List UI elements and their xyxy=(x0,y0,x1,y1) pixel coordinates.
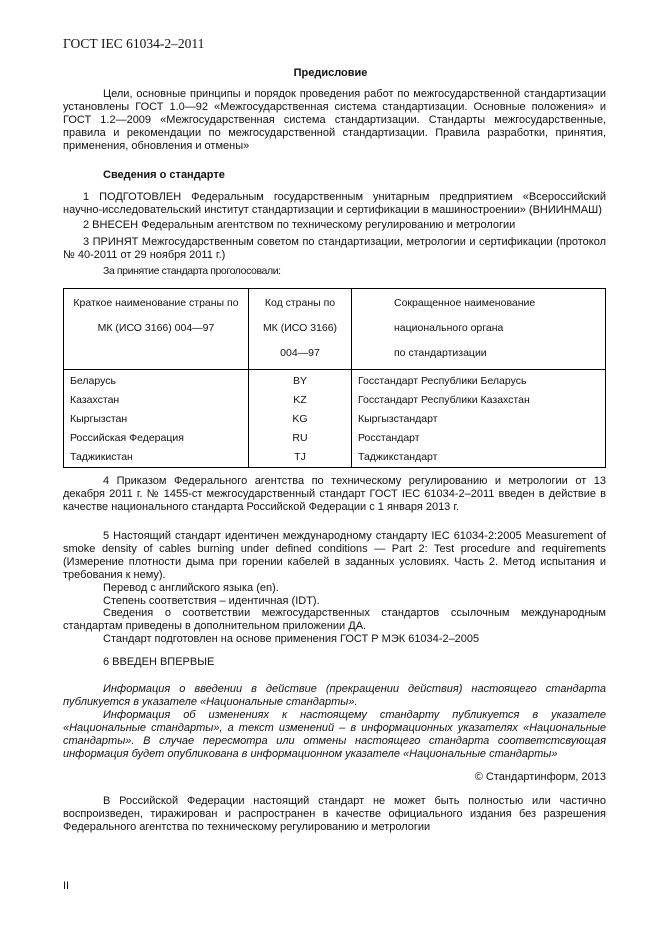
section-title: Предисловие xyxy=(293,67,368,79)
page-number: II xyxy=(63,880,70,892)
info-block xyxy=(63,683,606,760)
item-3: 3 ПРИНЯТ Межгосударственным советом по стандартизации, метрологии и сертификации (протокол № 40-2011 от 29 ноября 2011 г.) xyxy=(63,235,606,261)
header-line: национального органа xyxy=(394,322,504,334)
item-1: 1 ПОДГОТОВЛЕН Федеральным государственным унитарным предприятием «Всероссийский научно-исследовательский институт стандартизации и сертификации в машиностроении» (ВНИИНМАШ) xyxy=(63,191,606,216)
notice: В Российской Федерации настоящий стандарт не может быть полностью или частично воспроизведен, тиражирован и распространен в качестве официального издания без разрешения Федерального агентства по техническому регулированию и метрологии xyxy=(63,795,606,833)
item-4-block xyxy=(63,475,606,514)
document-header: ГОСТ IEC 61034-2–2011 xyxy=(63,36,205,51)
header-line: Краткое наименование страны по xyxy=(73,297,239,309)
info-2: Информация об изменениях к настоящему стандарту публикуется в указателе «Национальные стандарты», а текст изменений – в информационных указателях «Национальные стандарты». В случае пересмотра или отмены настоящего стандарта соответстсвующая информация будет опубликована в информационном указателе «Национальные стандарты» xyxy=(63,708,606,760)
item-5-block xyxy=(63,530,606,646)
degree: Степень соответствия – идентичная (IDT). xyxy=(103,594,320,607)
header-line: Код страны по xyxy=(264,297,336,309)
standards-body: Госстандарт Республики Беларусь xyxy=(352,370,606,392)
country-name: Беларусь xyxy=(70,375,116,387)
intro-text: Цели, основные принципы и порядок проведения работ по межгосударственной стандартизации установлены ГОСТ 1.0—92 «Межгосударственная система стандартизации. Основные положения» и ГОСТ 1.2—2009 «Межгосударственная система стандартизации. Стандарты межгосударственные, правила и рекомендации по межгосударственной стандартизации. Правила разработки, принятия, применения, обновления и отмены» xyxy=(63,88,606,152)
header-line: МК (ИСО 3166) 004—97 xyxy=(97,322,215,334)
standard-info xyxy=(63,191,606,277)
table-row xyxy=(64,370,606,392)
info-1: Информация о введении в действие (прекращении действия) настоящего стандарта публикуется в указателе «Национальные стандарты». xyxy=(63,683,606,708)
intro-paragraph xyxy=(63,88,606,153)
item-6-block xyxy=(63,656,606,669)
country-code: RU xyxy=(249,429,352,448)
standards-body: Госстандарт Республики Казахстан xyxy=(352,391,606,410)
header-line: Сокращенное наименование xyxy=(394,297,536,309)
references: Сведения о соответствии межгосударственных стандартов ссылочным международным стандартам приведены в дополнительном приложении ДА. xyxy=(63,607,606,633)
item-5: 5 Настоящий стандарт идентичен международному стандарту IEC 61034-2:2005 Measurement of smoke density of cables burning under defined conditions — Part 2: Test procedure and requirements (Измерение плотности дыма при горении кабелей в заданных условиях. Часть 2. Метод испытания и требования к нему). xyxy=(63,530,606,581)
voting-table xyxy=(63,288,606,468)
header-line: МК (ИСО 3166) xyxy=(262,322,338,334)
country-code: KG xyxy=(249,410,352,429)
basis: Стандарт подготовлен на основе применения ГОСТ Р МЭК 61034-2–2005 xyxy=(103,633,480,646)
header-cell xyxy=(64,289,249,370)
header-cell xyxy=(249,289,352,370)
country-name: Кыргызстан xyxy=(70,413,128,425)
item-6: 6 ВВЕДЕН ВПЕРВЫЕ xyxy=(103,656,215,668)
country-name: Российская Федерация xyxy=(70,432,184,444)
standards-body: Кыргызстандарт xyxy=(352,410,606,429)
table-row xyxy=(64,448,606,468)
country-code: BY xyxy=(249,370,352,392)
country-code: TJ xyxy=(249,448,352,468)
header-line: по стандартизации xyxy=(394,347,487,359)
standards-body: Таджикстандарт xyxy=(352,448,606,468)
table-row xyxy=(64,410,606,429)
header-line: 004—97 xyxy=(280,347,320,359)
country-name: Казахстан xyxy=(70,394,120,406)
header-cell xyxy=(352,289,606,370)
table-header-row xyxy=(64,289,606,370)
table-row xyxy=(64,391,606,410)
copyright: © Стандартинформ, 2013 xyxy=(474,771,606,783)
voted-label: За принятие стандарта проголосовали: xyxy=(103,264,281,277)
country-code: KZ xyxy=(249,391,352,410)
item-2: 2 ВНЕСЕН Федеральным агентством по техническому регулированию и метрологии xyxy=(83,218,516,231)
item-4: 4 Приказом Федерального агентства по техническому регулированию и метрологии от 13 декабря 2011 г. № 1455-ст межгосударственный стандарт ГОСТ IEC 61034-2–2011 введен в действие в качестве национального стандарта Российской Федерации с 1 января 2013 г. xyxy=(63,475,606,513)
translation: Перевод с английского языка (en). xyxy=(103,581,279,594)
table-row xyxy=(64,429,606,448)
country-name: Таджикистан xyxy=(70,451,133,463)
notice-block xyxy=(63,795,606,834)
standards-body: Росстандарт xyxy=(352,429,606,448)
subsection-title: Сведения о стандарте xyxy=(103,169,225,181)
